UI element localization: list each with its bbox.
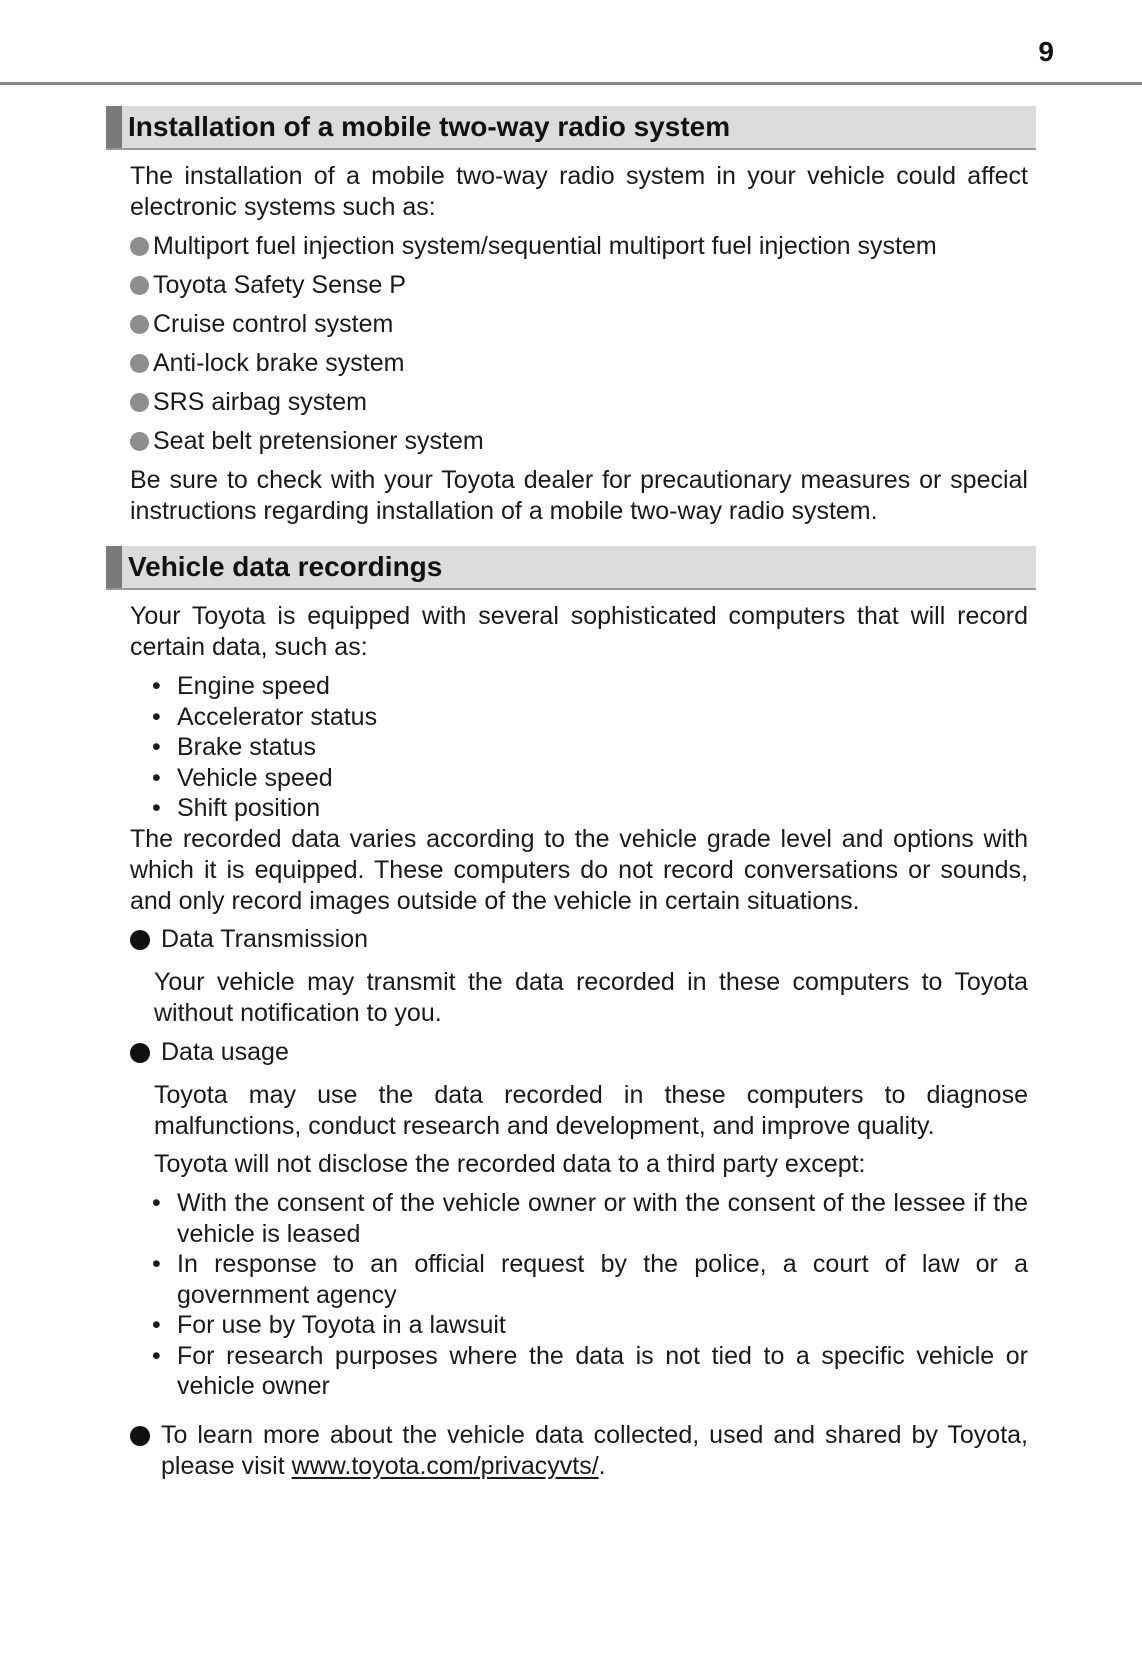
list-item: • In response to an official request by the police, a court of law or a government agency (152, 1250, 1028, 1309)
data-transmission-heading: Data Transmission (130, 924, 1028, 955)
data-usage-heading: Data usage (130, 1037, 1028, 1068)
section-header-data (106, 546, 1036, 590)
section-header-radio (106, 106, 1036, 150)
list-item: Seat belt pretensioner system (130, 426, 484, 457)
list-item: • Brake status (152, 733, 316, 761)
gray-bullet-icon (130, 393, 149, 412)
list-item: Toyota Safety Sense P (130, 270, 406, 301)
section-title: Installation of a mobile two-way radio system (128, 111, 731, 142)
gray-bullet-icon (130, 432, 149, 451)
data-transmission-body: Your vehicle may transmit the data recorded in these computers to Toyota without notification to you. (154, 968, 1028, 1027)
radio-dealer-note: Be sure to check with your Toyota dealer for precautionary measures or special instructions regarding installation of a mobile two-way radio system. (130, 466, 1028, 525)
list-item: • For research purposes where the data is not tied to a specific vehicle or vehicle owner (152, 1341, 1028, 1400)
list-item: Multiport fuel injection system/sequential multiport fuel injection system (130, 231, 937, 262)
black-bullet-icon (130, 1426, 150, 1446)
page-number: 9 (1038, 36, 1054, 67)
gray-bullet-icon (130, 237, 149, 256)
list-item: • With the consent of the vehicle owner or with the consent of the lessee if the vehicle is leased (152, 1189, 1028, 1248)
disclosure-exceptions-list (152, 1188, 1028, 1402)
black-bullet-icon (130, 1043, 150, 1063)
learn-more-item: To learn more about the vehicle data collected, used and shared by Toyota, please visit www.toyota.com/privacyvts/. (130, 1420, 1028, 1482)
list-item: Cruise control system (130, 309, 393, 340)
list-item: • Vehicle speed (152, 763, 333, 792)
header-rule (0, 82, 1142, 85)
recorded-data-note: The recorded data varies according to the vehicle grade level and options with which it is equipped. These computers do not record conversations or sounds, and only record images outside of the vehicle in certain situations. (130, 825, 1028, 915)
privacy-link[interactable]: www.toyota.com/privacyvts/ (291, 1452, 599, 1480)
list-item: SRS airbag system (130, 387, 367, 418)
list-item: • For use by Toyota in a lawsuit (152, 1311, 506, 1339)
black-bullet-icon (130, 930, 150, 950)
list-item: • Engine speed (152, 672, 330, 700)
list-item: Anti-lock brake system (130, 348, 404, 379)
disclosure-intro: Toyota will not disclose the recorded data to a third party except: (154, 1150, 866, 1178)
section-marker (106, 106, 122, 148)
recorded-data-list (152, 671, 1028, 824)
gray-bullet-icon (130, 354, 149, 373)
section-title: Vehicle data recordings (128, 551, 443, 582)
data-intro: Your Toyota is equipped with several sophisticated computers that will record certain data, such as: (130, 602, 1028, 661)
list-item: • Shift position (152, 794, 321, 822)
list-item: • Accelerator status (152, 702, 378, 731)
radio-intro: The installation of a mobile two-way radio system in your vehicle could affect electronic systems such as: (130, 162, 1028, 221)
section-marker (106, 546, 122, 588)
gray-bullet-icon (130, 315, 149, 334)
data-usage-body: Toyota may use the data recorded in these computers to diagnose malfunctions, conduct research and development, and improve quality. (154, 1081, 1028, 1140)
gray-bullet-icon (130, 276, 149, 295)
